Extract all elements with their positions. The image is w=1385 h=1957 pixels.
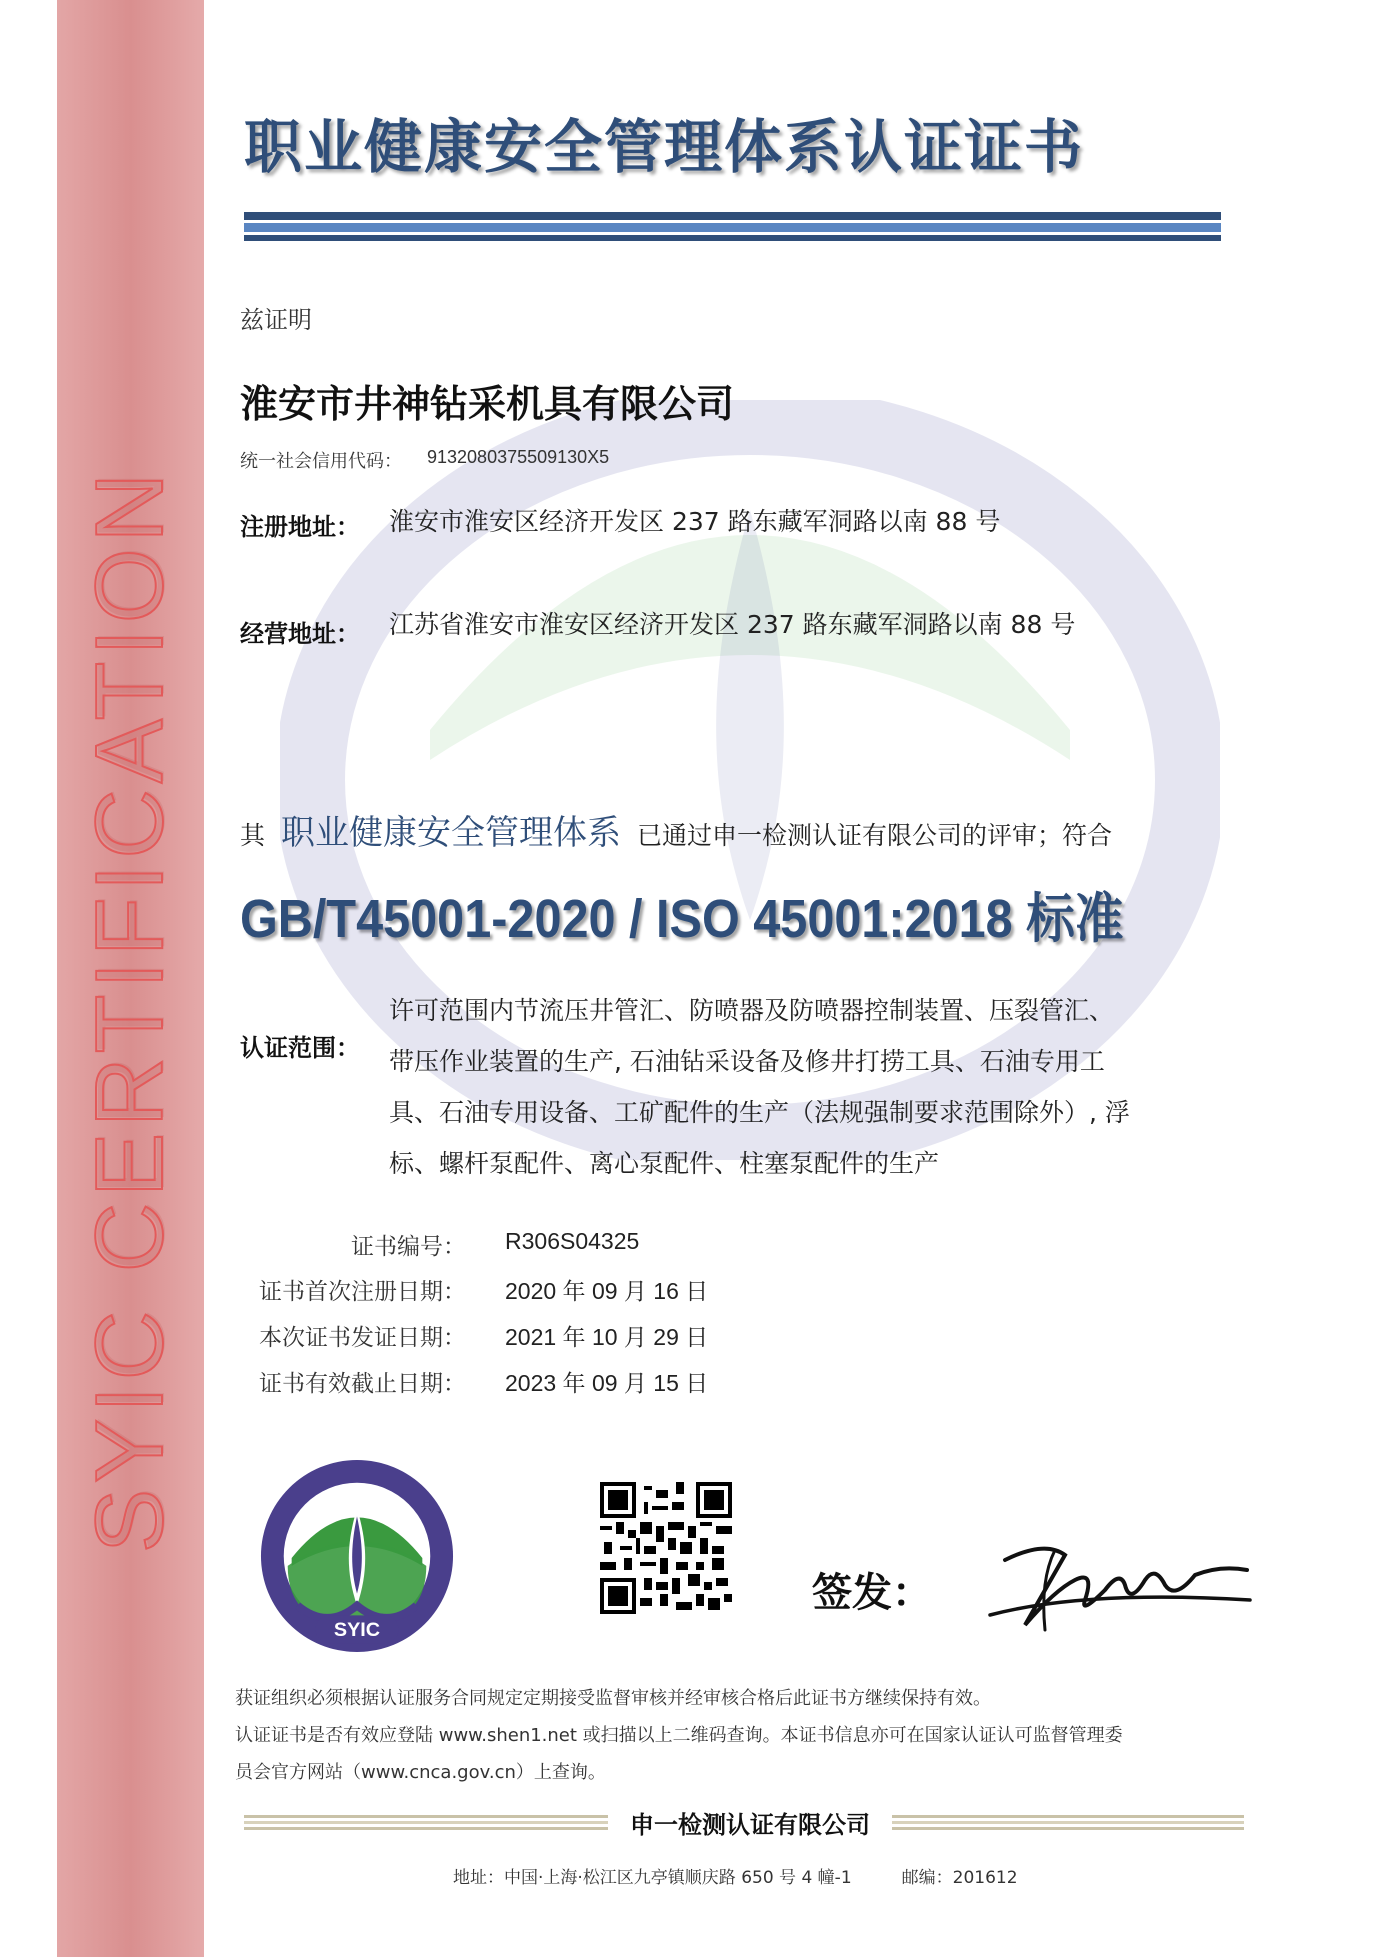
first-registration-label: 证书首次注册日期：: [259, 1279, 466, 1305]
syic-seal: [258, 1457, 456, 1655]
certificate-title: 职业健康安全管理体系认证证书: [244, 113, 1085, 181]
credit-code: 9132080375509130X5: [427, 447, 610, 467]
certificate-number: R306S04325: [505, 1228, 640, 1254]
scope-line: 具、石油专用设备、工矿配件的生产（法规强制要求范围除外）, 浮: [389, 1098, 1130, 1127]
registered-address: 淮安市淮安区经济开发区 237 路东藏军洞路以南 88 号: [389, 507, 1001, 536]
conformity-suffix: 已通过申一检测认证有限公司的评审；符合: [637, 821, 1113, 850]
scope-line: 许可范围内节流压井管汇、防喷器及防喷器控制装置、压裂管汇、: [389, 996, 1115, 1025]
registered-address-label: 注册地址：: [240, 513, 360, 541]
notice-line: 认证证书是否有效应登陆 www.shen1.net 或扫描以上二维码查询。本证书信息亦可在国家认证认可监督管理委: [235, 1725, 1123, 1746]
title-rule: [244, 210, 1221, 244]
expiry-date-label: 证书有效截止日期：: [259, 1371, 466, 1397]
company-name: 淮安市井神钻采机具有限公司: [240, 382, 735, 426]
operating-address: 江苏省淮安市淮安区经济开发区 237 路东藏军洞路以南 88 号: [389, 610, 1076, 639]
management-system-name: 职业健康安全管理体系: [281, 813, 622, 853]
hereby-text: 兹证明: [240, 306, 312, 334]
standard-name: GB/T45001-2020 / ISO 45001:2018 标准: [240, 889, 1124, 949]
issuer-name: [0, 1805, 1385, 1840]
first-registration-date: 2020 年 09 月 16 日: [505, 1278, 709, 1304]
conformity-prefix: 其: [240, 821, 266, 850]
scope-text: [389, 985, 1219, 1189]
address-text: 地址：中国·上海·松江区九亭镇顺庆路 650 号 4 幢-1: [453, 1868, 852, 1888]
validity-notice: [235, 1680, 1235, 1791]
certificate-number-label: 证书编号：: [351, 1234, 466, 1260]
verification-qr-code[interactable]: [600, 1482, 732, 1614]
issue-date: 2021 年 10 月 29 日: [505, 1324, 709, 1350]
issue-date-label: 本次证书发证日期：: [259, 1325, 466, 1351]
notice-line: 获证组织必须根据认证服务合同规定定期接受监督审核并经审核合格后此证书方继续保持有效。: [235, 1688, 991, 1709]
scope-label: 认证范围：: [240, 1034, 360, 1062]
credit-code-label: 统一社会信用代码：: [240, 451, 402, 472]
issuer-text: 申一检测认证有限公司: [608, 1811, 892, 1839]
band-text: SYIC CERTIFICATION: [76, 467, 183, 1553]
conformity-statement: [240, 805, 1112, 854]
scope-line: 标、螺杆泵配件、离心泵配件、柱塞泵配件的生产: [389, 1149, 940, 1178]
scope-line: 带压作业装置的生产, 石油钻采设备及修井打捞工具、石油专用工: [389, 1047, 1105, 1076]
seal-text: SYIC: [333, 1619, 381, 1642]
sign-label: 签发：: [812, 1570, 932, 1616]
issuer-address: [453, 1863, 1018, 1888]
operating-address-label: 经营地址：: [240, 620, 360, 648]
expiry-date: 2023 年 09 月 15 日: [505, 1370, 709, 1396]
signature-image: [985, 1530, 1255, 1640]
postcode-text: 邮编：201612: [901, 1868, 1018, 1888]
notice-line: 员会官方网站（www.cnca.gov.cn）上查询。: [235, 1762, 606, 1783]
